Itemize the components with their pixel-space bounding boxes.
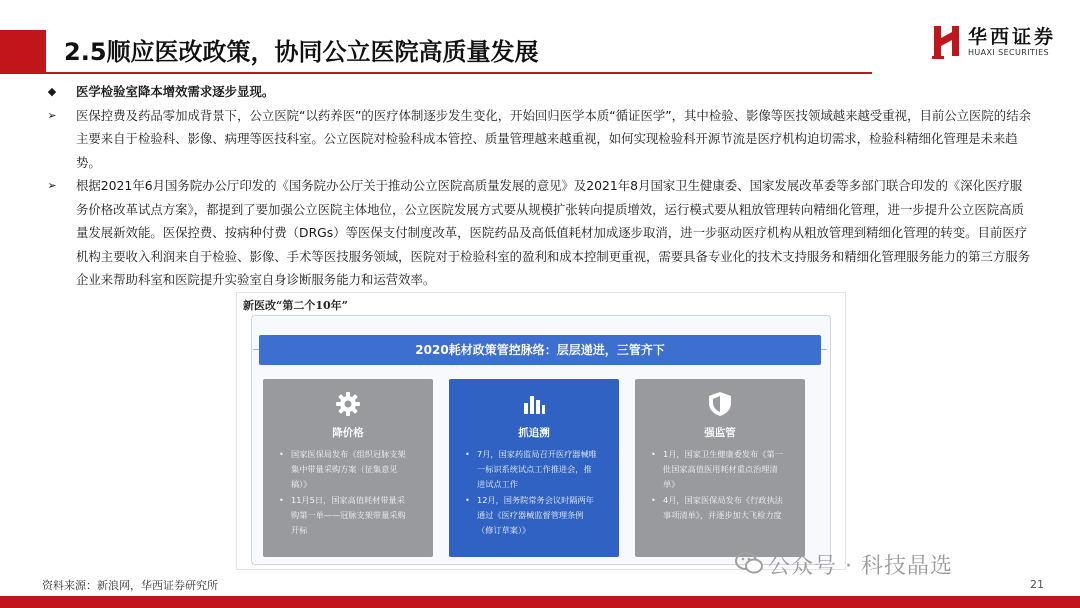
diamond-bullet-icon: ◆ bbox=[47, 85, 57, 98]
paragraph-text: 根据2021年6月国务院办公厅印发的《国务院办公厅关于推动公立医院高质量发展的意见》及2021年8月国家卫生健康委、国家发展改革委等多部门联合印发的《深化医疗服务价格改革试点方案》，都提到了要加强公立医院主体地位，公立医院发展方式要从规模扩张转向提质增效，运行模式要从粗放管理转向精细化管理，进一步提升公立医院高质量发展新效能。医保控费、按病种付费（DRGs）等医保支付制度改革，医院药品及高低值耗材加成逐步取消，进一步驱动医疗机构从粗放管理到精细化管理的转变。目前医疗机构主要收入利润来自于检验、影像、手术等医技服务领域，医院对于检验科室的盈利和成本控制更重视，需要具备专业化的技术支持服务和精细化管理服务能力的第三方服务企业来帮助科室和医院提升实验室自身诊断服务能力和运营效率。 bbox=[76, 178, 1031, 287]
card-title: 抓追溯 bbox=[518, 427, 550, 439]
paragraph-text: 医保控费及药品零加成背景下，公立医院“以药养医”的医疗体制逐步发生变化，开始回归医学本质“循证医学”，其中检验、影像等医技领域越来越受重视，目前公立医院的结余主要来自于检验科、影像、病理等医技科室。公立医院对检验科成本管控、质量管理越来越重视，如何实现检验科开源节流是医疗机构迫切需求，检验科精细化管理是未来趋势。 bbox=[76, 107, 1031, 170]
card-body bbox=[465, 447, 597, 539]
figure-caption: 新医改“第二个10年” bbox=[243, 299, 348, 312]
card-item: • 4月，国家医保局发布《行政执法事项清单》，并逐步加大飞检力度 bbox=[651, 493, 783, 523]
gear-icon bbox=[335, 391, 361, 417]
page-number: 21 bbox=[1030, 578, 1044, 591]
card-body bbox=[651, 447, 783, 524]
wechat-icon bbox=[734, 550, 764, 576]
title-accent-bar bbox=[0, 30, 46, 74]
headline-bullet bbox=[42, 80, 1034, 104]
card-title: 强监管 bbox=[704, 427, 736, 439]
page-title: 2.5顺应医改政策，协同公立医院高质量发展 bbox=[58, 36, 547, 68]
bottom-accent-bar bbox=[0, 596, 1080, 608]
figure-banner: 2020耗材政策管控脉络：层层递进，三管齐下 bbox=[259, 335, 821, 365]
source-note: 资料来源：新浪网，华西证券研究所 bbox=[42, 579, 218, 592]
policy-card-price bbox=[263, 379, 433, 557]
card-title: 降价格 bbox=[332, 427, 364, 439]
card-item: • 12月，国务院常务会议时隔两年通过《医疗器械监督管理条例（修订草案）》 bbox=[465, 493, 597, 538]
arrow-bullet-icon: ➢ bbox=[47, 179, 57, 192]
card-item: • 国家医保局发布《组织冠脉支架集中带量采购方案（征集意见稿）》 bbox=[279, 447, 411, 492]
watermark-text: 公众号 · 科技晶选 bbox=[768, 554, 953, 579]
policy-figure bbox=[236, 292, 846, 570]
policy-card-regulate bbox=[635, 379, 805, 557]
card-body bbox=[279, 447, 411, 539]
card-item: • 1月，国家卫生健康委发布《第一批国家高值医用耗材重点治理清单》 bbox=[651, 447, 783, 492]
logo-text-cn: 华西证券 bbox=[968, 26, 1057, 48]
headline-text: 医学检验室降本增效需求逐步显现。 bbox=[76, 84, 275, 99]
paragraph-bullet bbox=[42, 174, 1034, 292]
policy-card-trace bbox=[449, 379, 619, 557]
huaxi-logo-icon bbox=[932, 22, 962, 60]
body-content bbox=[42, 80, 1034, 292]
bar-chart-icon bbox=[521, 391, 547, 417]
card-item: • 11月5日，国家高值耗材带量采购第一单——冠脉支架带量采购开标 bbox=[279, 493, 411, 538]
company-logo bbox=[932, 22, 1062, 62]
logo-text-en: HUAXI SECURITIES bbox=[968, 48, 1049, 57]
title-divider bbox=[46, 72, 872, 74]
shield-icon bbox=[707, 391, 733, 417]
paragraph-bullet bbox=[42, 104, 1034, 175]
arrow-bullet-icon: ➢ bbox=[47, 108, 57, 122]
card-item: • 7月，国家药监局召开医疗器械唯一标识系统试点工作推进会，推进试点工作 bbox=[465, 447, 597, 492]
